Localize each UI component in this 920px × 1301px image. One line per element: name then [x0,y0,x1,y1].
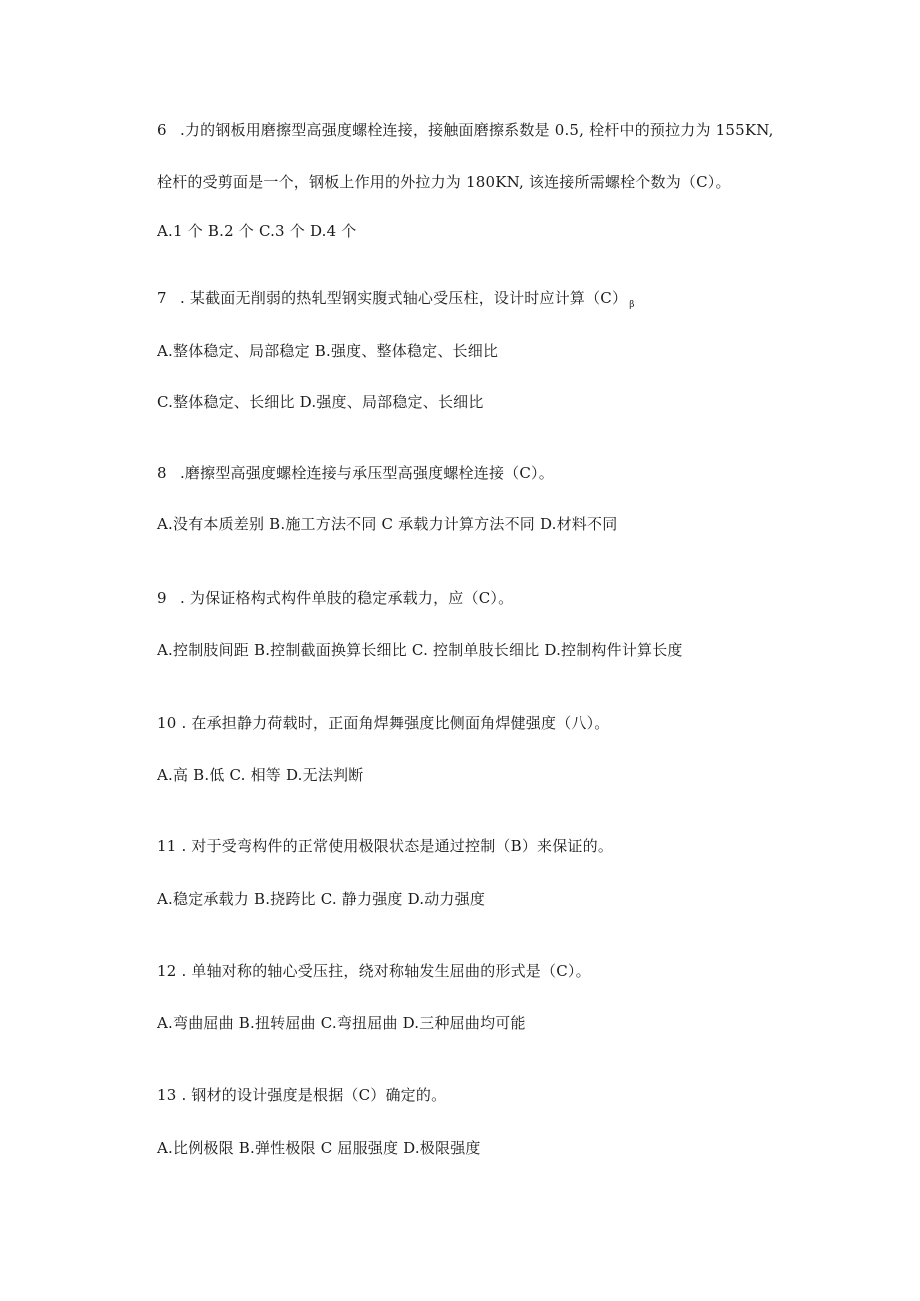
question-13-stem [157,1085,446,1105]
question-number: 7 [157,289,167,307]
question-12-stem [157,961,591,981]
question-suffix-mark: β [629,300,635,310]
question-number: 10 [157,714,177,732]
question-7-stem [157,288,635,315]
question-text: . 为保证格构式构件单肢的稳定承载力，应（C）。 [175,589,514,607]
question-12-options: A.弯曲屈曲 B.扭转屈曲 C.弯扭屈曲 D.三种屈曲均可能 [157,1014,526,1032]
question-10-options: A.高 B.低 C. 相等 D.无法判断 [157,766,364,784]
question-number: 11 [157,837,177,855]
question-number: 9 [157,589,167,607]
question-9-options: A.控制肢间距 B.控制截面换算长细比 C. 控制单肢长细比 D.控制构件计算长度 [157,641,683,659]
question-13-options: A.比例极限 B.弹性极限 C 屈服强度 D.极限强度 [157,1139,481,1157]
question-number: 12 [157,962,177,980]
question-6-stem-line1 [157,120,774,140]
question-text: . 单轴对称的轴心受压拄，绕对称轴发生屈曲的形式是（C）。 [176,962,591,980]
question-8-stem [157,463,554,483]
question-text: .磨擦型高强度螺栓连接与承压型高强度螺栓连接（C）。 [175,464,554,482]
question-6-options: A.1 个 B.2 个 C.3 个 D.4 个 [157,222,357,240]
question-7-options-line1: A.整体稳定、局部稳定 B.强度、整体稳定、长细比 [157,342,499,360]
question-7-options-line2: C.整体稳定、长细比 D.强度、局部稳定、长细比 [157,393,484,411]
question-number: 8 [157,464,167,482]
question-text: . 钢材的设计强度是根据（C）确定的。 [176,1086,447,1104]
question-number: 6 [157,121,167,139]
question-11-options: A.稳定承载力 B.挠跨比 C. 静力强度 D.动力强度 [157,890,486,908]
question-text: .力的钢板用磨擦型高强度螺栓连接，接触面磨擦系数是 0.5, 栓杆中的预拉力为 155KN, [175,121,774,139]
question-10-stem [157,713,610,733]
question-number: 13 [157,1086,177,1104]
question-text: . 在承担静力荷载时，正面角焊舞强度比侧面角焊健强度（八）。 [176,714,610,732]
question-11-stem [157,836,613,856]
question-8-options: A.没有本质差别 B.施工方法不同 C 承载力计算方法不同 D.材料不同 [157,515,618,533]
question-text: . 对于受弯构件的正常使用极限状态是通过控制（B）来保证的。 [176,837,614,855]
question-9-stem [157,588,513,608]
question-6-stem-line2: 栓杆的受剪面是一个，钢板上作用的外拉力为 180KN, 该连接所需螺栓个数为（C）。 [157,173,731,191]
question-text: . 某截面无削弱的热轧型钢实腹式轴心受压柱，设计时应计算（C） [175,289,628,307]
